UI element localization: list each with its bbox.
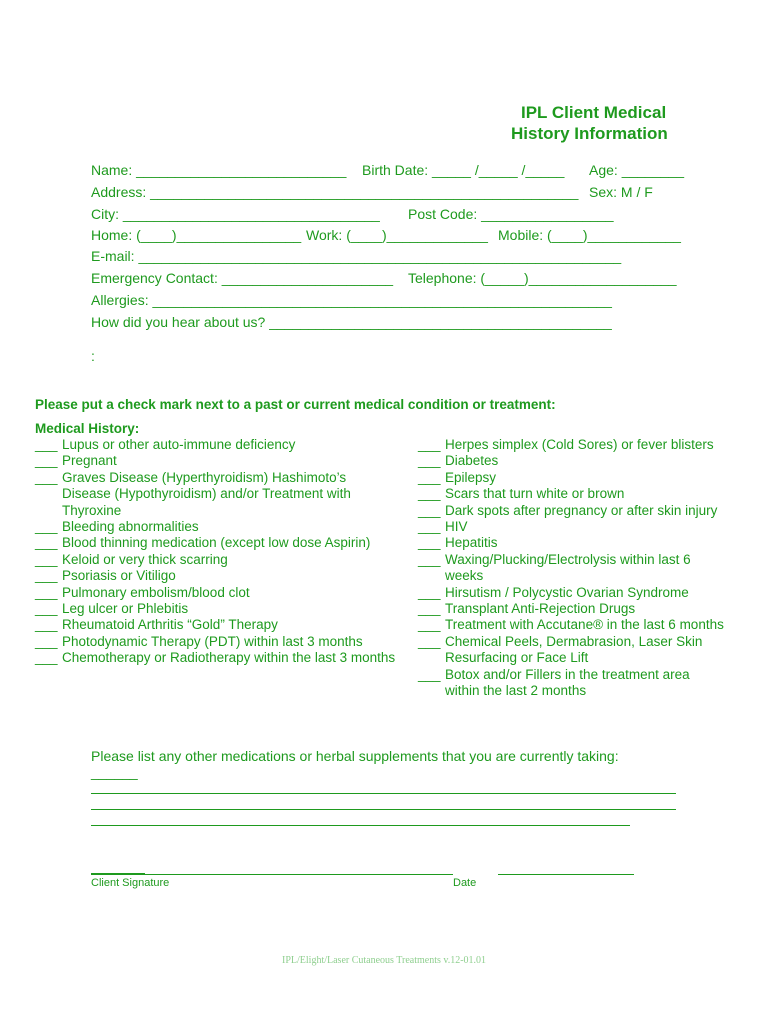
condition-item [418, 535, 724, 551]
check-blank[interactable]: ___ [35, 568, 58, 584]
signature-line[interactable] [91, 874, 453, 875]
condition-label: Graves Disease (Hyperthyroidism) Hashimoto’s [62, 469, 347, 485]
referral-source-field[interactable]: How did you hear about us? ____________________________________________ [91, 314, 612, 330]
condition-label: Pulmonary embolism/blood clot [62, 584, 250, 600]
condition-label: Photodynamic Therapy (PDT) within last 3 months [62, 633, 363, 649]
condition-item [418, 453, 724, 469]
post-code-field[interactable]: Post Code: _________________ [408, 206, 614, 222]
condition-item [35, 585, 395, 601]
condition-item [418, 601, 724, 617]
telephone-field[interactable]: Telephone: (_____)___________________ [408, 270, 677, 286]
check-blank[interactable]: ___ [418, 551, 441, 567]
title-line-2: History Information [511, 124, 668, 143]
birth-date-field[interactable]: Birth Date: _____ /_____ /_____ [362, 162, 565, 178]
condition-label: Transplant Anti-Rejection Drugs [445, 601, 636, 617]
condition-item [35, 617, 395, 633]
check-blank[interactable]: ___ [35, 650, 58, 666]
condition-label: Rheumatoid Arthritis “Gold” Therapy [62, 617, 278, 633]
condition-item [35, 470, 395, 519]
check-blank[interactable]: ___ [35, 535, 58, 551]
condition-item [418, 470, 724, 486]
condition-label: Epilepsy [445, 469, 497, 485]
condition-label: Blood thinning medication (except low dose Aspirin) [62, 535, 371, 551]
condition-item [418, 503, 724, 519]
condition-item [35, 601, 395, 617]
condition-label-continued: within the last 2 months [445, 683, 587, 699]
condition-label-continued: Thyroxine [62, 502, 122, 518]
page-title [511, 102, 668, 144]
signature-line-accent [91, 873, 145, 874]
client-signature-label: Client Signature [91, 877, 170, 889]
condition-item [35, 535, 395, 551]
condition-item [35, 437, 395, 453]
check-blank[interactable]: ___ [418, 519, 441, 535]
condition-label: Scars that turn white or brown [445, 486, 625, 502]
instructions-text: Please put a check mark next to a past or current medical condition or treatment: [35, 397, 556, 412]
condition-item [418, 585, 724, 601]
condition-item [35, 519, 395, 535]
right-conditions-list [418, 437, 724, 700]
condition-item [418, 486, 724, 502]
check-blank[interactable]: ___ [418, 486, 441, 502]
condition-label: Botox and/or Fillers in the treatment area [445, 666, 690, 682]
stray-colon: : [91, 348, 95, 364]
condition-label-continued: weeks [445, 568, 484, 584]
medications-blank[interactable]: ______ [91, 764, 138, 780]
city-field[interactable]: City: _________________________________ [91, 206, 380, 222]
check-blank[interactable]: ___ [35, 453, 58, 469]
allergies-field[interactable]: Allergies: ___________________________________________________________ [91, 292, 612, 308]
condition-item [418, 437, 724, 453]
condition-item [35, 634, 395, 650]
check-blank[interactable]: ___ [35, 601, 58, 617]
check-blank[interactable]: ___ [418, 453, 441, 469]
condition-label: Leg ulcer or Phlebitis [62, 601, 189, 617]
medications-line-2[interactable] [91, 809, 676, 810]
condition-item [35, 453, 395, 469]
mobile-phone-field[interactable]: Mobile: (____)____________ [498, 227, 681, 243]
check-blank[interactable]: ___ [35, 617, 58, 633]
check-blank[interactable]: ___ [35, 469, 58, 485]
condition-label-continued: Disease (Hypothyroidism) and/or Treatment with [62, 486, 351, 502]
check-blank[interactable]: ___ [418, 617, 441, 633]
condition-label-continued: Resurfacing or Face Lift [445, 650, 589, 666]
condition-label: Dark spots after pregnancy or after skin injury [445, 502, 718, 518]
condition-label: Hepatitis [445, 535, 498, 551]
name-field[interactable]: Name: ___________________________ [91, 162, 347, 178]
condition-item [418, 634, 724, 667]
emergency-contact-field[interactable]: Emergency Contact: ______________________ [91, 270, 394, 286]
date-line[interactable] [498, 874, 634, 875]
check-blank[interactable]: ___ [418, 601, 441, 617]
sex-field[interactable]: Sex: M / F [589, 184, 653, 200]
condition-label: Diabetes [445, 453, 499, 469]
check-blank[interactable]: ___ [418, 535, 441, 551]
check-blank[interactable]: ___ [418, 633, 441, 649]
work-phone-field[interactable]: Work: (____)_____________ [306, 227, 488, 243]
footer-text: IPL/Elight/Laser Cutaneous Treatments v.12-01.01 [282, 955, 487, 966]
condition-item [418, 552, 724, 585]
check-blank[interactable]: ___ [418, 469, 441, 485]
condition-label: Psoriasis or Vitiligo [62, 568, 176, 584]
condition-item [35, 568, 395, 584]
condition-item [418, 617, 724, 633]
condition-item [418, 667, 724, 700]
medications-line-3[interactable] [91, 825, 630, 826]
condition-label: Chemotherapy or Radiotherapy within the last 3 months [62, 650, 396, 666]
check-blank[interactable]: ___ [35, 437, 58, 452]
medications-prompt: Please list any other medications or herbal supplements that you are currently taking: [91, 748, 619, 764]
check-blank[interactable]: ___ [418, 502, 441, 518]
address-field[interactable]: Address: _______________________________________________________ [91, 184, 579, 200]
medications-line-1[interactable] [91, 793, 676, 794]
condition-label: Waxing/Plucking/Electrolysis within last 6 [445, 551, 691, 567]
condition-item [418, 519, 724, 535]
condition-label: Hirsutism / Polycystic Ovarian Syndrome [445, 584, 689, 600]
condition-label: HIV [445, 519, 468, 535]
condition-item [35, 650, 395, 666]
home-phone-field[interactable]: Home: (____)________________ [91, 227, 302, 243]
condition-label: Herpes simplex (Cold Sores) or fever blisters [445, 437, 714, 452]
age-field[interactable]: Age: ________ [589, 162, 684, 178]
check-blank[interactable]: ___ [418, 437, 441, 452]
check-blank[interactable]: ___ [418, 666, 441, 682]
email-field[interactable]: E-mail: ______________________________________________________________ [91, 248, 622, 264]
medical-history-heading: Medical History: [35, 421, 140, 436]
check-blank[interactable]: ___ [418, 584, 441, 600]
condition-label: Chemical Peels, Dermabrasion, Laser Skin [445, 633, 703, 649]
check-blank[interactable]: ___ [35, 519, 58, 535]
title-line-1: IPL Client Medical [521, 103, 667, 122]
condition-label: Lupus or other auto-immune deficiency [62, 437, 296, 452]
check-blank[interactable]: ___ [35, 584, 58, 600]
check-blank[interactable]: ___ [35, 633, 58, 649]
condition-label: Treatment with Accutane® in the last 6 months [445, 617, 724, 633]
condition-label: Bleeding abnormalities [62, 519, 199, 535]
left-conditions-list [35, 437, 395, 667]
condition-label: Pregnant [62, 453, 117, 469]
date-label: Date [453, 877, 477, 889]
condition-item [35, 552, 395, 568]
condition-label: Keloid or very thick scarring [62, 551, 228, 567]
check-blank[interactable]: ___ [35, 551, 58, 567]
